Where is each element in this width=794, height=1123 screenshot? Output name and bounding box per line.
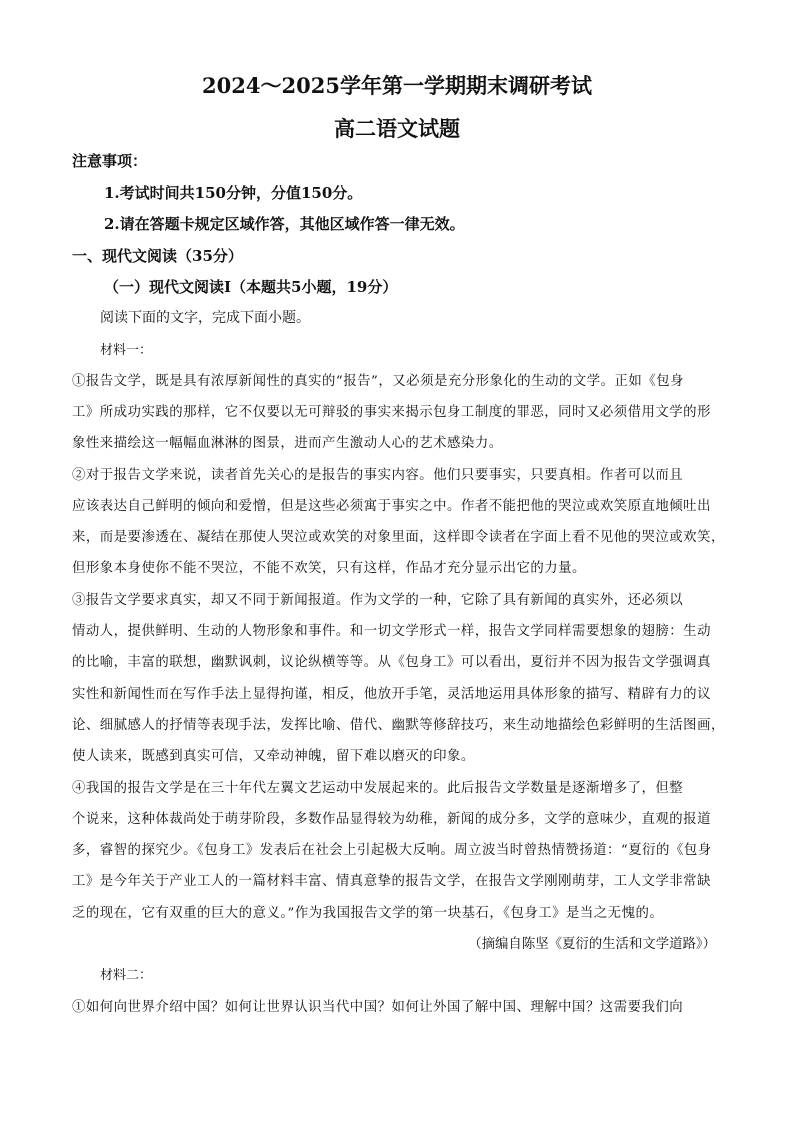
passage-line: 工》所成功实践的那样，它不仅要以无可辩驳的事实来揭示包身工制度的罪恶，同时又必须借用文学的形 [72,405,711,420]
reading-instruction: 阅读下面的文字，完成下面小题。 [100,310,310,326]
notice-item-1: 1.考试时间共150分钟，分值150分。 [104,184,363,202]
passage-line: ③报告文学要求真实，却又不同于新闻报道。作为文学的一种，它除了具有新闻的真实外，还必须以 [72,593,684,608]
passage-line: 象性来描绘这一幅幅血淋淋的图景，进而产生激动人心的艺术感染力。 [72,436,503,451]
passage-line: 但形象本身使你不能不哭泣，不能不欢笑，只有这样，作品才充分显示出它的力量。 [72,561,586,576]
passage-line: ①报告文学，既是具有浓厚新闻性的真实的“报告”，又必须是充分形象化的生动的文学。正如《包身 [72,374,684,389]
passage-line: 实性和新闻性而在写作手法上显得拘谨，相反，他放开手笔，灵活地运用具体形象的描写、精辟有力的议 [72,687,711,702]
passage-line: 论、细腻感人的抒情等表现手法，发挥比喻、借代、幽默等修辞技巧，来生动地描绘色彩鲜明的生活图画， [72,718,725,733]
section-heading: 一、现代文阅读（35分） [72,247,243,265]
passage-line: 乏的现在，它有双重的巨大的意义。”作为我国报告文学的第一块基石，《包身工》是当之无愧的。 [72,906,664,921]
passage-source: （摘编自陈坚《夏衍的生活和文学道路》） [468,937,716,952]
passage-line: 的比喻，丰富的联想，幽默讽刺，议论纵横等等。从《包身工》可以看出，夏衍并不因为报告文学强调真 [72,655,711,670]
notice-heading: 注意事项： [72,152,148,170]
passage-line: 情动人，提供鲜明、生动的人物形象和事件。和一切文学形式一样，报告文学同样需要想象的翅膀：生动 [72,624,711,639]
passage-line: 个说来，这种体裁尚处于萌芽阶段，多数作品显得较为幼稚，新闻的成分多，文学的意味少，直观的报道 [72,812,711,827]
passage-line: 应该表达自己鲜明的倾向和爱憎，但是这些必须寓于事实之中。作者不能把他的哭泣或欢笑原直地倾吐出 [72,499,711,514]
material-one-label: 材料一： [100,343,153,358]
passage-line: 工》是今年关于产业工人的一篇材料丰富、情真意挚的报告文学，在报告文学刚刚萌芽，工人文学非常缺 [72,874,711,889]
passage-line: 来，而是要渗透在、凝结在那使人哭泣或欢笑的对象里面，这样即令读者在字面上看不见他的哭泣或欢笑， [72,530,725,545]
passage-line: 多，睿智的探究少。《包身工》发表后在社会上引起极大反响。周立波当时曾热情赞扬道：“夏衍的《包身 [72,843,712,858]
passage-line: ①如何向世界介绍中国？如何让世界认识当代中国？如何让外国了解中国、理解中国？这需要我们向 [72,1000,684,1015]
passage-line: ④我国的报告文学是在三十年代左翼文艺运动中发展起来的。此后报告文学数量是逐渐增多了，但整 [72,781,684,796]
exam-subtitle: 高二语文试题 [334,116,460,141]
material-two-label: 材料二： [100,968,153,983]
notice-item-2: 2.请在答题卡规定区域作答，其他区域作答一律无效。 [104,215,465,233]
section-subheading: （一）现代文阅读Ⅰ（本题共5小题，19分） [104,278,398,296]
passage-line: 使人读来，既感到真实可信，又牵动神魄，留下难以磨灭的印象。 [72,749,475,764]
passage-line: ②对于报告文学来说，读者首先关心的是报告的事实内容。他们只要事实，只要真相。作者可以而且 [72,468,684,483]
exam-title: 2024～2025学年第一学期期末调研考试 [202,73,592,98]
